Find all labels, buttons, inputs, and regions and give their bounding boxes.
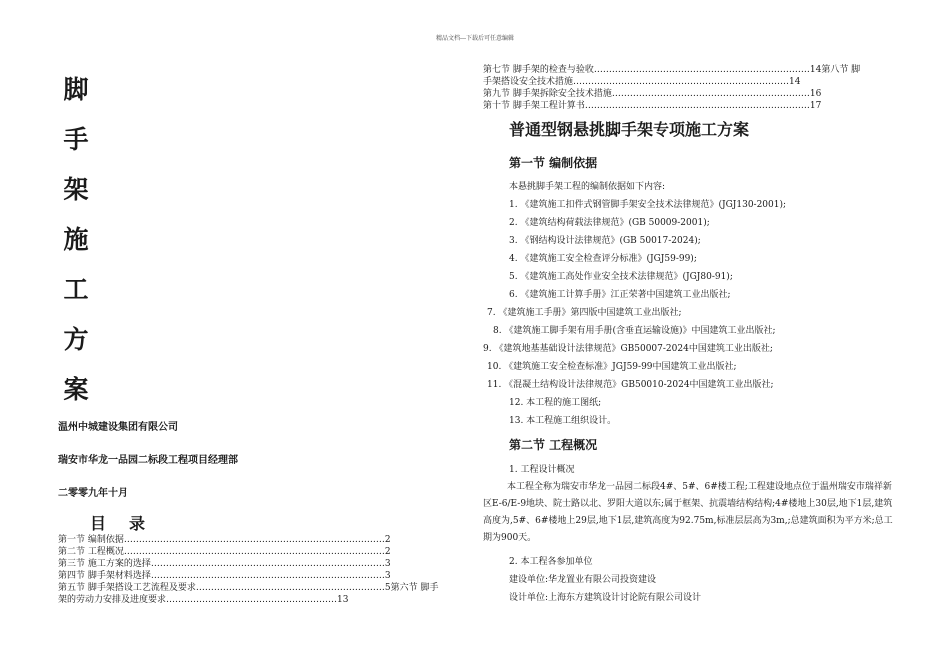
basis-item: 3. 《钢结构设计法律规范》(GB 50017-2024); (509, 236, 701, 246)
cover-title-char: 方 (63, 325, 89, 354)
toc-entry[interactable]: 第七节 脚手架的检查与验收………………………………………………………………14第八节 脚 (483, 65, 861, 75)
basis-item: 5. 《建筑施工高处作业安全技术法律规范》(JGJ80-91); (509, 272, 733, 282)
basis-item: 11. 《混凝土结构设计法律规范》GB50010-2024中国建筑工业出版社; (487, 380, 774, 390)
toc-entry[interactable]: 手架搭设安全技术措施………………………………………………………………14 (483, 77, 801, 87)
basis-item: 12. 本工程的施工图纸; (509, 398, 602, 408)
cover-title-char: 案 (63, 375, 89, 404)
cover-department: 瑞安市华龙一品园二标段工程项目经理部 (58, 455, 238, 466)
basis-item: 8. 《建筑施工脚手架有用手册(含垂直运输设施)》中国建筑工业出版社; (493, 326, 776, 336)
design-unit: 设计单位:上海东方建筑设计讨论院有限公司设计 (509, 593, 702, 603)
header-note: 精品文档---下载后可任意编辑 (435, 35, 515, 42)
section2-subtitle: 1. 工程设计概况 (509, 465, 575, 475)
project-overview-paragraph: 本工程全称为瑞安市华龙一品园二标段4#、5#、6#楼工程;工程建设地点位于温州瑞安市瑞祥新区E-6/E-9地块、院士路以北、罗阳大道以东;属于框架、抗震墙结构结构;4#楼地上30层,地下1层,建筑高度为,5#、6#楼地上29层,地下1层,建筑高度为92.75m,标准层层高为3m,;总建筑面积为平方米;总工期为900天。 (483, 482, 893, 543)
section1-title: 第一节 编制依据 (509, 156, 598, 170)
cover-title-char: 手 (63, 125, 89, 154)
main-title: 普通型钢悬挑脚手架专项施工方案 (509, 120, 750, 139)
cover-company: 温州中城建设集团有限公司 (58, 422, 178, 433)
basis-item: 9. 《建筑地基基础设计法律规范》GB50007-2024中国建筑工业出版社; (483, 344, 773, 354)
toc-entry[interactable]: 架的劳动力安排及进度要求…………………………………………………13 (58, 595, 349, 605)
toc-entry[interactable]: 第九节 脚手架拆除安全技术措施…………………………………………………………16 (483, 89, 822, 99)
basis-item: 6. 《建筑施工计算手册》江正荣著中国建筑工业出版社; (509, 290, 731, 300)
toc-entry[interactable]: 第十节 脚手架工程计算书…………………………………………………………………17 (483, 101, 822, 111)
toc-entry[interactable]: 第四节 脚手架材料选择……………………………………………………………………3 (58, 571, 391, 581)
section2-title: 第二节 工程概况 (509, 438, 598, 452)
basis-item: 10. 《建筑施工安全检查标准》JGJ59-99中国建筑工业出版社; (487, 362, 737, 372)
cover-title-char: 工 (63, 275, 89, 304)
section1-intro: 本悬挑脚手架工程的编制依据如下内容: (509, 182, 666, 192)
cover-date: 二零零九年十月 (58, 488, 128, 499)
cover-title-char: 脚 (63, 75, 89, 104)
toc-right (483, 64, 860, 112)
toc-entry[interactable]: 第一节 编制依据……………………………………………………………………………2 (58, 535, 391, 545)
basis-item: 1. 《建筑施工扣件式钢管脚手架安全技术法律规范》(JGJ130-2001); (509, 200, 787, 210)
toc-heading (90, 511, 146, 534)
basis-item: 7. 《建筑施工手册》第四版中国建筑工业出版社; (487, 308, 682, 318)
section2-subtitle: 2. 本工程各参加单位 (509, 557, 593, 567)
cover-title-char: 施 (63, 225, 89, 254)
toc-entry[interactable]: 第二节 工程概况……………………………………………………………………………2 (58, 547, 391, 557)
toc-heading-right: 录 (129, 514, 147, 533)
basis-item: 4. 《建筑施工安全检查评分标准》(JGJ59-99); (509, 254, 697, 264)
toc-entry[interactable]: 第三节 施工方案的选择……………………………………………………………………3 (58, 559, 391, 569)
basis-item: 2. 《建筑结构荷载法律规范》(GB 50009-2001); (509, 218, 710, 228)
cover-title-char: 架 (63, 175, 89, 204)
toc-entry[interactable]: 第五节 脚手架搭设工艺流程及要求………………………………………………………5第六节 脚手 (58, 583, 439, 593)
builder-unit: 建设单位:华龙置业有限公司投资建设 (509, 575, 657, 585)
basis-item: 13. 本工程施工组织设计。 (509, 416, 617, 426)
toc-heading-left: 目 (90, 514, 108, 533)
toc-left (58, 534, 438, 606)
